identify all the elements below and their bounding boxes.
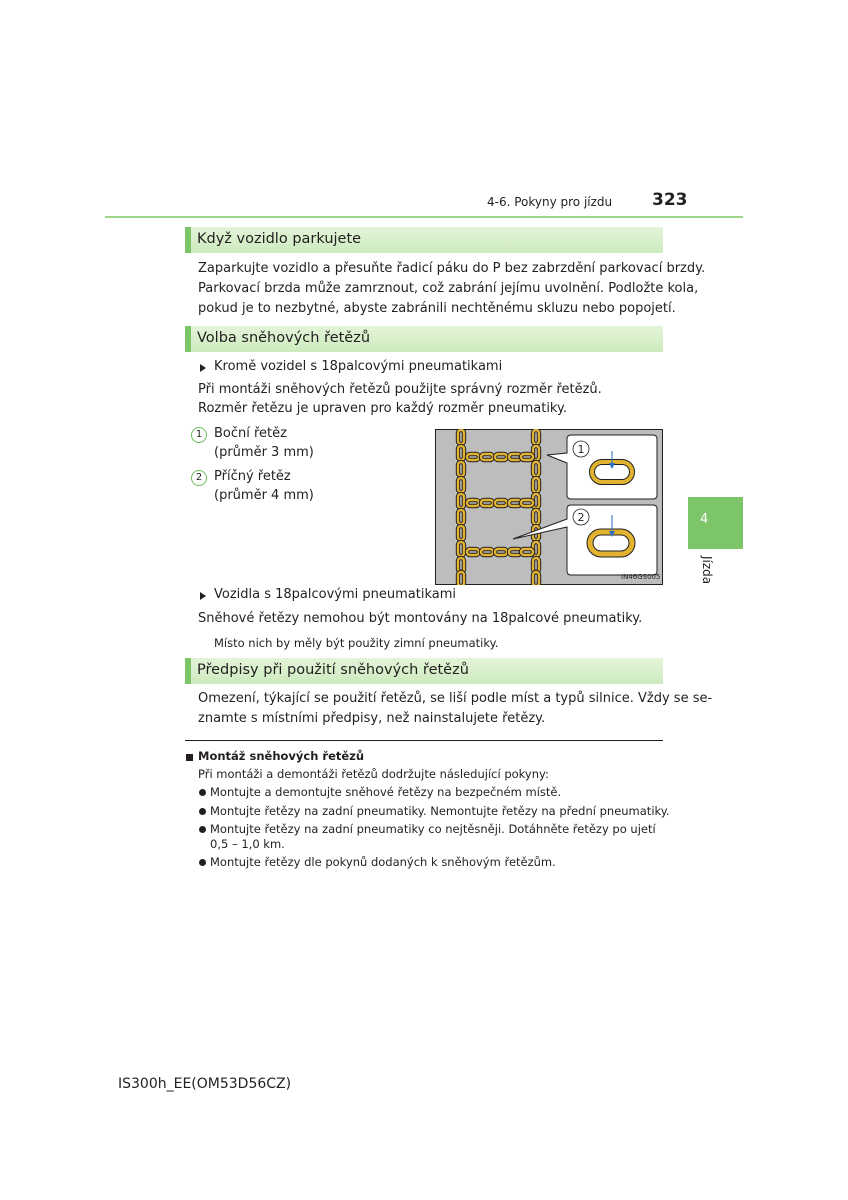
figure-callout-1: 1: [577, 443, 585, 456]
square-bullet-icon: [186, 754, 193, 761]
parking-line: Zaparkujte vozidlo a přesuňte řadicí páku do P bez zabrzdění parkovací brzdy.: [198, 261, 706, 276]
figure-callout-2: 2: [577, 511, 585, 524]
chains-heading-text: Volba sněhových řetězů: [197, 330, 371, 346]
mounting-item-continued: 0,5 – 1,0 km.: [210, 837, 285, 851]
parking-paragraph: [198, 259, 706, 319]
document-code: IS300h_EE(OM53D56CZ): [118, 1076, 292, 1092]
snow-chain-figure: [435, 429, 663, 585]
heading-accent-bar: [185, 326, 191, 352]
heading-accent-bar: [185, 227, 191, 253]
triangle-bullet-icon: [200, 592, 206, 600]
chapter-number: 4: [700, 512, 709, 527]
cross-chain-label: Příčný řetěz: [214, 469, 291, 484]
mounting-item: Montujte řetězy na zadní pneumatiky. Nemontujte řetězy na přední pneumatiky.: [210, 804, 670, 818]
item-number-2: 2: [191, 470, 207, 486]
bullet-dot-icon: [199, 826, 206, 833]
cross-chain-size: (průměr 4 mm): [214, 488, 314, 503]
chains-text-3: Sněhové řetězy nemohou být montovány na 18palcové pneumatiky.: [198, 611, 643, 626]
mounting-title: Montáž sněhových řetězů: [198, 749, 365, 763]
side-chain-label: Boční řetěz: [214, 426, 287, 441]
bullet-dot-icon: [199, 808, 206, 815]
item-number-1: 1: [191, 427, 207, 443]
header-rule: [105, 216, 743, 218]
chains-text-2: Rozměr řetězu je upraven pro každý rozměr pneumatiky.: [198, 401, 567, 416]
mounting-item: Montujte řetězy dle pokynů dodaných k sněhovým řetězům.: [210, 855, 556, 869]
chains-heading: [185, 326, 663, 352]
chains-text-1: Při montáži sněhových řetězů použijte správný rozměr řetězů.: [198, 382, 602, 397]
section-title: 4-6. Pokyny pro jízdu: [487, 195, 613, 209]
chains-note: Místo nich by měly být použity zimní pneumatiky.: [214, 636, 499, 650]
regulations-paragraph: [198, 689, 713, 729]
chapter-tab: [688, 497, 743, 549]
bullet-dot-icon: [199, 859, 206, 866]
parking-line: Parkovací brzda může zamrznout, což zabrání jejímu uvolnění. Podložte kola,: [198, 281, 699, 296]
bullet-dot-icon: [199, 789, 206, 796]
figure-code: IN46GS005: [621, 573, 661, 581]
parking-heading: [185, 227, 663, 253]
mounting-intro: Při montáži a demontáži řetězů dodržujte následující pokyny:: [198, 767, 549, 781]
parking-heading-text: Když vozidlo parkujete: [197, 231, 362, 247]
page-number: 323: [652, 190, 688, 210]
mounting-item: Montujte a demontujte sněhové řetězy na bezpečném místě.: [210, 785, 562, 799]
mounting-item: Montujte řetězy na zadní pneumatiky co nejtěsněji. Dotáhněte řetězy po ujetí: [210, 822, 656, 836]
chapter-label: Jízda: [700, 556, 714, 585]
regulations-heading: [185, 658, 663, 684]
regulations-line: Omezení, týkající se použití řetězů, se liší podle míst a typů silnice. Vždy se se-: [198, 691, 713, 706]
side-chain-size: (průměr 3 mm): [214, 445, 314, 460]
chains-bullet-2: Vozidla s 18palcovými pneumatikami: [214, 587, 457, 602]
triangle-bullet-icon: [200, 364, 206, 372]
parking-line: pokud je to nezbytné, abyste zabránili nechtěnému skluzu nebo popojetí.: [198, 301, 676, 316]
regulations-line: znamte s místními předpisy, než nainstalujete řetězy.: [198, 711, 546, 726]
heading-accent-bar: [185, 658, 191, 684]
chains-bullet-1: Kromě vozidel s 18palcovými pneumatikami: [214, 359, 503, 374]
regulations-heading-text: Předpisy při použití sněhových řetězů: [197, 662, 469, 678]
section-divider: [185, 740, 663, 741]
